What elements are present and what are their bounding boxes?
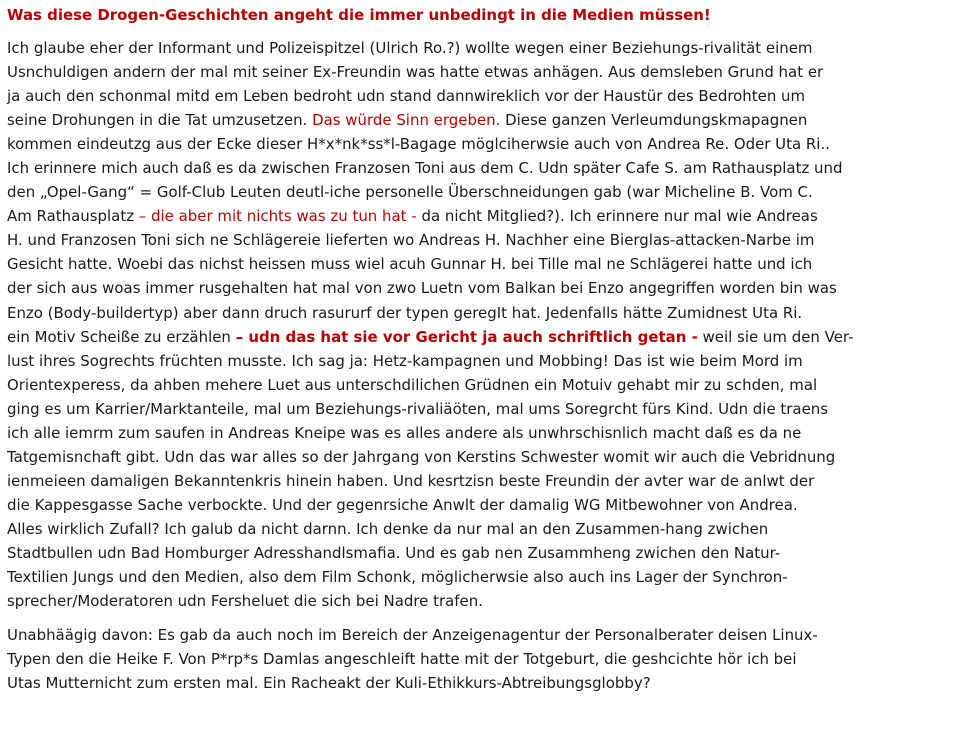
text-line: Unabhäägig davon: Es gab da auch noch im Bereich der Anzeigenagentur der Personalberater deisen Linux-: [7, 626, 818, 645]
text-line: H. und Franzosen Toni sich ne Schlägereie lieferten wo Andreas H. Nachher eine Bierglas-attacken-Narbe im: [7, 231, 815, 250]
text-line: Tatgemisnchaft gibt. Udn das war alles so der Jahrgang von Kerstins Schwester womit wir auch die Vebridnung: [7, 447, 836, 466]
text-line: Orientexperess, da ahben mehere Luet aus unterschdilichen Grüdnen ein Motuiv gehabt mir zu schden, mal: [7, 375, 818, 394]
text-line: Alles wirklich Zufall? Ich galub da nicht darnn. Ich denke da nur mal an den Zusammen-hang zwichen: [7, 519, 769, 538]
text-line: sprecher/Moderatoren udn Fersheluet die sich bei Nadre trafen.: [7, 592, 483, 611]
text-line: ja auch den schonmal mitd em Leben bedroht udn stand dannwireklich vor der Haustür des Bedrohten um: [7, 87, 806, 106]
text-line: ging es um Karrier/Marktanteile, mal um Beziehungs-rivaliäöten, mal ums Soregrcht fürs Kind. Udn die traens: [7, 399, 829, 418]
highlighted-bold-red-text: – udn das hat sie vor Gericht ja auch schriftlich getan -: [235, 327, 698, 346]
text-line: ich alle iemrm zum saufen in Andreas Kneipe was es alles andere als unwhrschisnlich macht daß es da ne: [7, 423, 802, 442]
text-segment: ein Motiv Scheiße zu erzählen: [7, 327, 236, 346]
text-line: [7, 108, 953, 132]
text-line: Usnchuldigen andern der mal mit seiner Ex-Freundin was hatte etwas anhägen. Aus demsleben Grund hat er: [7, 63, 824, 82]
paragraph-1: [7, 36, 956, 613]
text-line: Ich glaube eher der Informant und Polizeispitzel (Ulrich Ro.?) wollte wegen einer Beziehungs-rivalität einem: [7, 39, 813, 57]
text-line: Utas Mutternicht zum ersten mal. Ein Racheakt der Kuli-Ethikkurs-Abtreibungsglobby?: [7, 674, 651, 693]
text-line: Textilien Jungs und den Medien, also dem Film Schonk, möglicherwsie also auch ins Lager der Synchron-: [7, 568, 788, 587]
text-line: Gesicht hatte. Woebi das nichst heissen muss wiel acuh Gunnar H. bei Tille mal ne Schlägerei hatte und ich: [7, 255, 813, 274]
text-line: [7, 204, 953, 228]
text-segment: seine Drohungen in die Tat umzusetzen.: [7, 111, 313, 130]
document-title: Was diese Drogen-Geschichten angeht die immer unbedingt in die Medien müssen!: [7, 6, 711, 24]
text-line: Enzo (Body-buildertyp) aber dann druch rasururf der typen geregIt hat. Jedenfalls hätte Zumidnest Uta Ri.: [7, 303, 803, 322]
text-line: Stadtbullen udn Bad Homburger Adresshandlsmafia. Und es gab nen Zusammheng zwichen den Natur-: [7, 543, 781, 562]
text-line: die Kappesgasse Sache verbockte. Und der gegenrsiche Anwlt der damalig WG Mitbewohner von Andrea.: [7, 495, 798, 514]
highlighted-red-text: Das würde Sinn ergeben.: [312, 111, 501, 130]
text-segment: Diese ganzen Verleumdungskmapagnen: [500, 111, 808, 130]
text-line: der sich aus woas immer rusgehalten hat mal von zwo Luetn vom Balkan bei Enzo angegriffen worden bin was: [7, 279, 837, 298]
text-line: den „Opel-Gang“ = Golf-Club Leuten deutl-iche personelle Überschneidungen gab (war Micheline B. Vom C.: [7, 183, 813, 202]
text-line: Ich erinnere mich auch daß es da zwischen Franzosen Toni aus dem C. Udn später Cafe S. am Rathausplatz und: [7, 159, 843, 178]
text-line: Typen den die Heike F. Von P*rp*s Damlas angeschleift hatte mit der Totgeburt, die geshcichte hör ich bei: [7, 650, 797, 669]
text-segment: weil sie um den Ver-: [697, 327, 854, 346]
text-line: lust ihres Sogrechts früchten musste. Ich sag ja: Hetz-kampagnen und Mobbing! Das ist wie beim Mord im: [7, 351, 803, 370]
text-segment: Am Rathausplatz: [7, 207, 139, 226]
text-line: ienmeieen damaligen Bekanntenkris hinein haben. Und kesrtzisn beste Freundin der avter war de anlwt der: [7, 471, 815, 490]
text-segment: da nicht Mitglied?). Ich erinnere nur mal wie Andreas: [416, 207, 818, 226]
highlighted-red-text: – die aber mit nichts was zu tun hat -: [138, 207, 417, 226]
text-line: [7, 325, 953, 349]
text-line: kommen eindeutzg aus der Ecke dieser H*x*nk*ss*l-Bagage möglciherwsie auch von Andrea Re. Oder Uta Ri..: [7, 135, 830, 154]
paragraph-2: [7, 623, 956, 695]
